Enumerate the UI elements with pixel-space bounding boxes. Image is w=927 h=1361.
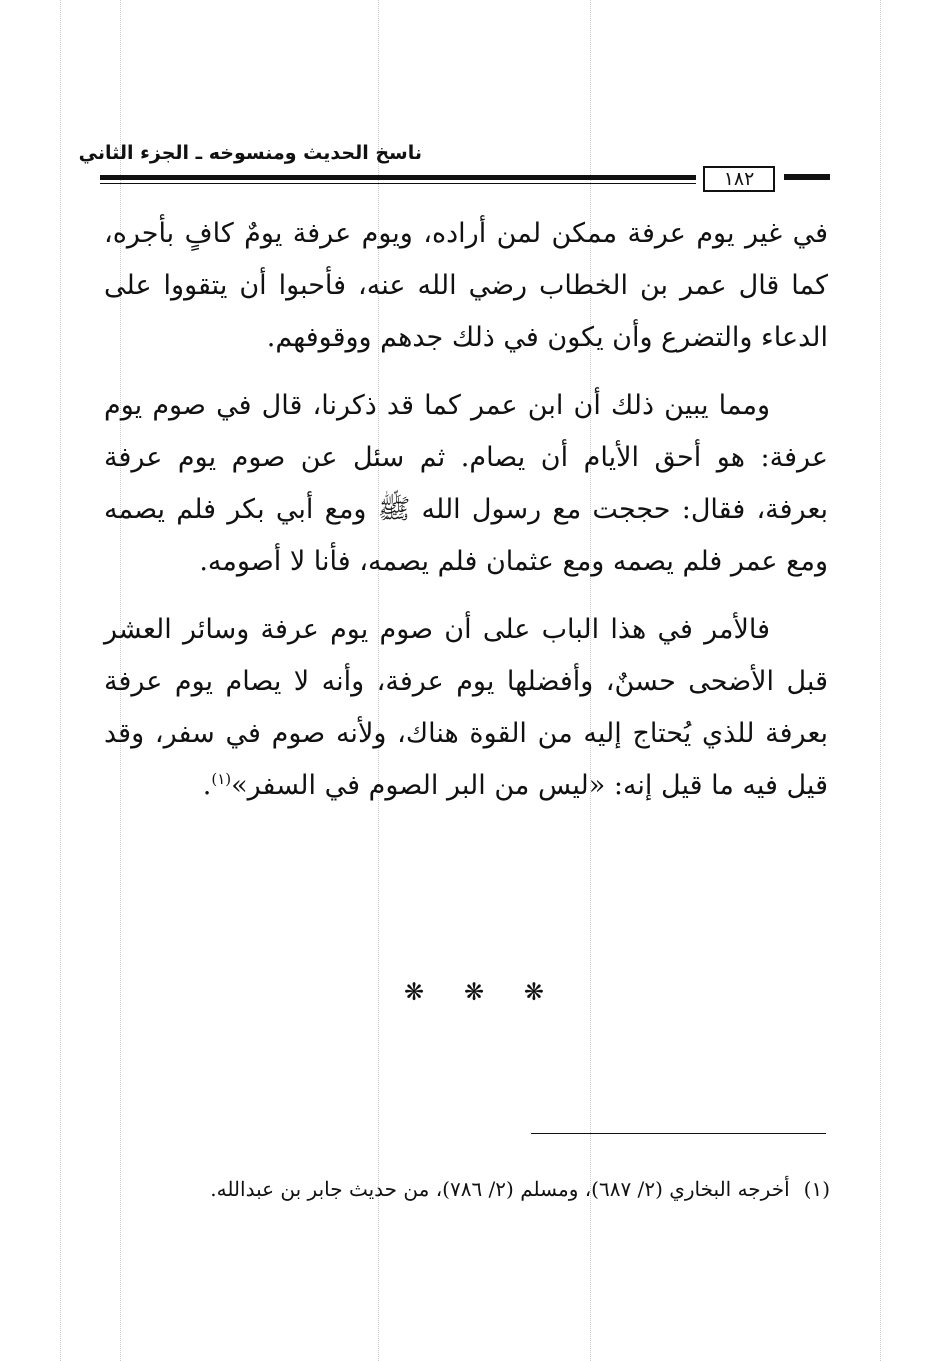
separator-star: ❋	[463, 978, 485, 1006]
separator-star: ❋	[523, 978, 544, 1006]
running-title: ناسخ الحديث ومنسوخه ـ الجزء الثاني	[78, 142, 422, 164]
header-rule-thick	[100, 175, 696, 180]
footnote-divider	[531, 1133, 826, 1134]
section-separator	[404, 978, 544, 1006]
footnote-text: أخرجه البخاري (٢/ ٦٨٧)، ومسلم (٢/ ٧٨٦)، من حديث جابر بن عبدالله.	[210, 1177, 790, 1201]
footnote-number: (١)	[803, 1177, 830, 1201]
separator-star: ❋	[404, 978, 425, 1006]
paragraph-3	[104, 604, 828, 812]
paragraph-3-text: فالأمر في هذا الباب على أن صوم يوم عرفة وسائر العشر قبل الأضحى حسنٌ، وأفضلها يوم عرفة، وأنه لا يصام يوم عرفة بعرفة للذي يُحتاج إليه من القوة هناك، ولأنه صوم في سفر، وقد قيل فيه ما قيل إنه: «ليس من البر الصوم في السفر»	[104, 614, 828, 801]
paragraph-2: ومما يبين ذلك أن ابن عمر كما قد ذكرنا، قال في صوم يوم عرفة: هو أحق الأيام أن يصام. ثم سئل عن صوم يوم عرفة بعرفة، فقال: حججت مع رسول الله ﷺ ومع أبي بكر فلم يصمه ومع عمر فلم يصمه ومع عثمان فلم يصمه، فأنا لا أصومه.	[104, 390, 828, 577]
paragraph-3-period: .	[202, 770, 212, 801]
page-number: ١٨٢	[703, 166, 775, 192]
header-rule-right	[784, 174, 830, 180]
footnote-reference[interactable]: (١)	[211, 770, 232, 788]
main-text	[104, 208, 828, 828]
scan-dotted-line	[60, 0, 61, 1361]
paragraph-1: في غير يوم عرفة ممكن لمن أراده، ويوم عرفة يومٌ كافٍ بأجره، كما قال عمر بن الخطاب رضي الله عنه، فأحبوا أن يتقووا على الدعاء والتضرع وأن يكون في ذلك جدهم ووقوفهم.	[104, 218, 828, 353]
header-rule-thin	[100, 183, 696, 184]
scan-dotted-line	[880, 0, 881, 1361]
page-header	[78, 138, 830, 194]
footnote	[104, 1170, 830, 1208]
